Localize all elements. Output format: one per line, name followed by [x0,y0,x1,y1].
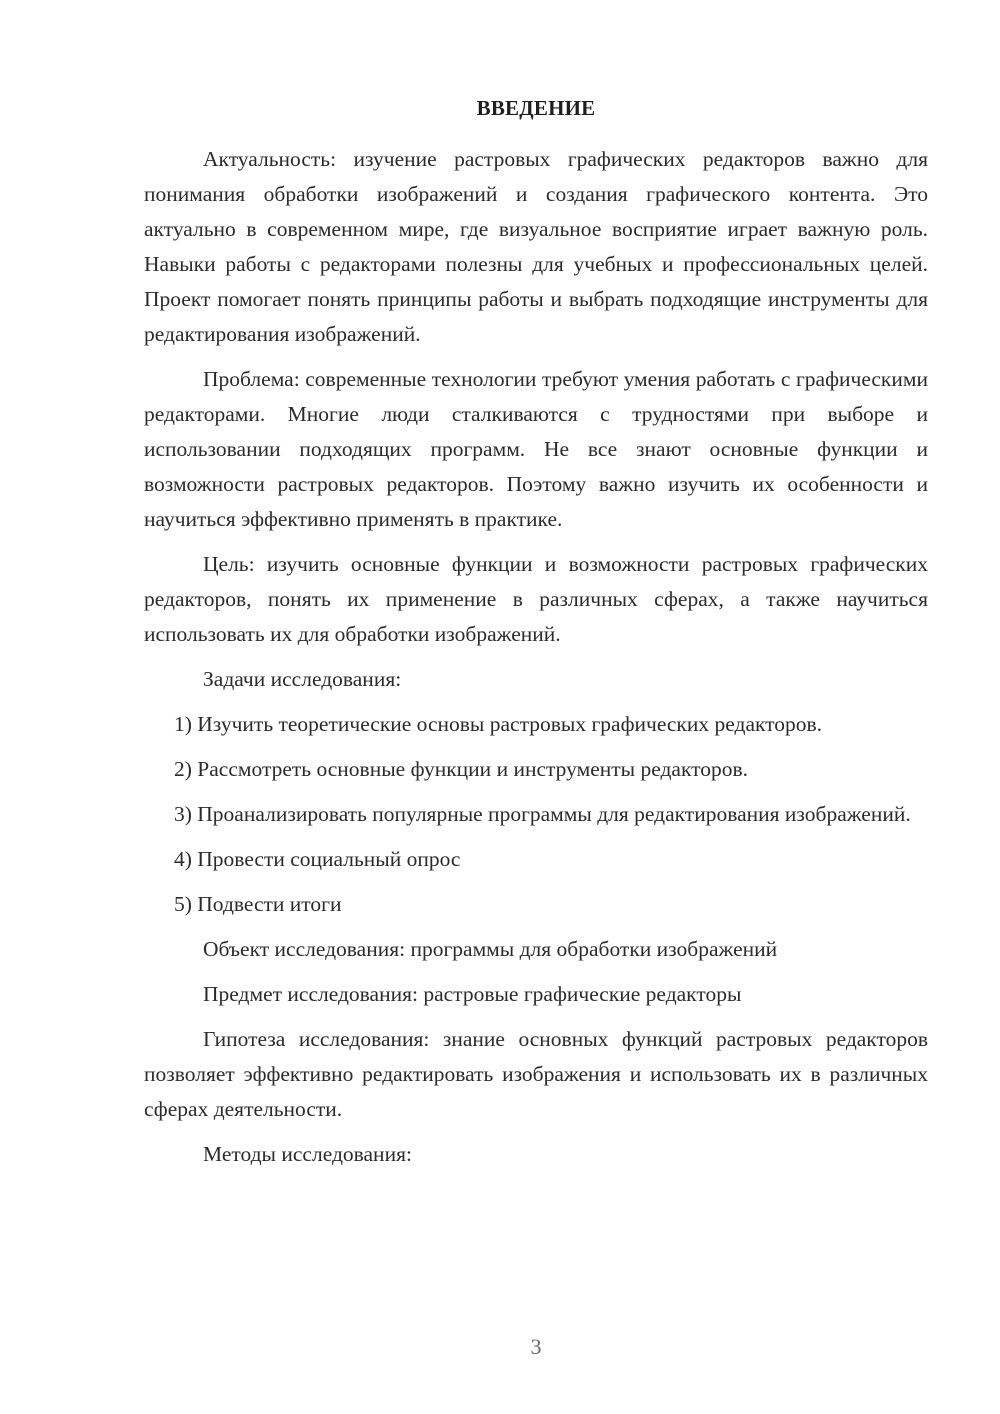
tasks-heading: Задачи исследования: [203,667,402,691]
object-paragraph: Объект исследования: программы для обработки изображений [203,937,778,961]
problem-paragraph: Проблема: современные технологии требуют умения работать с графическими редакторами. Многие люди сталкиваются с трудностями при выборе и использовании подходящих программ. Не все знают основные функции и возможности растровых редакторов. Поэтому важно изучить их особенности и научиться эффективно применять в практике. [144,367,928,531]
task-item: 1) Изучить теоретические основы растровых графических редакторов. [174,712,823,736]
goal-paragraph: Цель: изучить основные функции и возможности растровых графических редакторов, понять их применение в различных сферах, а также научиться использовать их для обработки изображений. [144,552,928,646]
task-item: 2) Рассмотреть основные функции и инструменты редакторов. [174,757,749,781]
relevance-paragraph: Актуальность: изучение растровых графических редакторов важно для понимания обработки изображений и создания графического контента. Это актуально в современном мире, где визуальное восприятие играет важную роль. Навыки работы с редакторами полезны для учебных и профессиональных целей. Проект помогает понять принципы работы и выбрать подходящие инструменты для редактирования изображений. [144,147,928,346]
document-body [144,142,928,1182]
task-item: 3) Проанализировать популярные программы для редактирования изображений. [174,802,911,826]
page-number: 3 [530,1334,542,1359]
task-item: 4) Провести социальный опрос [174,847,461,871]
task-item: 5) Подвести итоги [174,892,342,916]
section-heading: ВВЕДЕНИЕ [476,96,596,120]
methods-heading: Методы исследования: [203,1142,412,1166]
hypothesis-paragraph: Гипотеза исследования: знание основных функций растровых редакторов позволяет эффективно редактировать изображения и использовать их в различных сферах деятельности. [144,1027,928,1121]
subject-paragraph: Предмет исследования: растровые графические редакторы [203,982,742,1006]
